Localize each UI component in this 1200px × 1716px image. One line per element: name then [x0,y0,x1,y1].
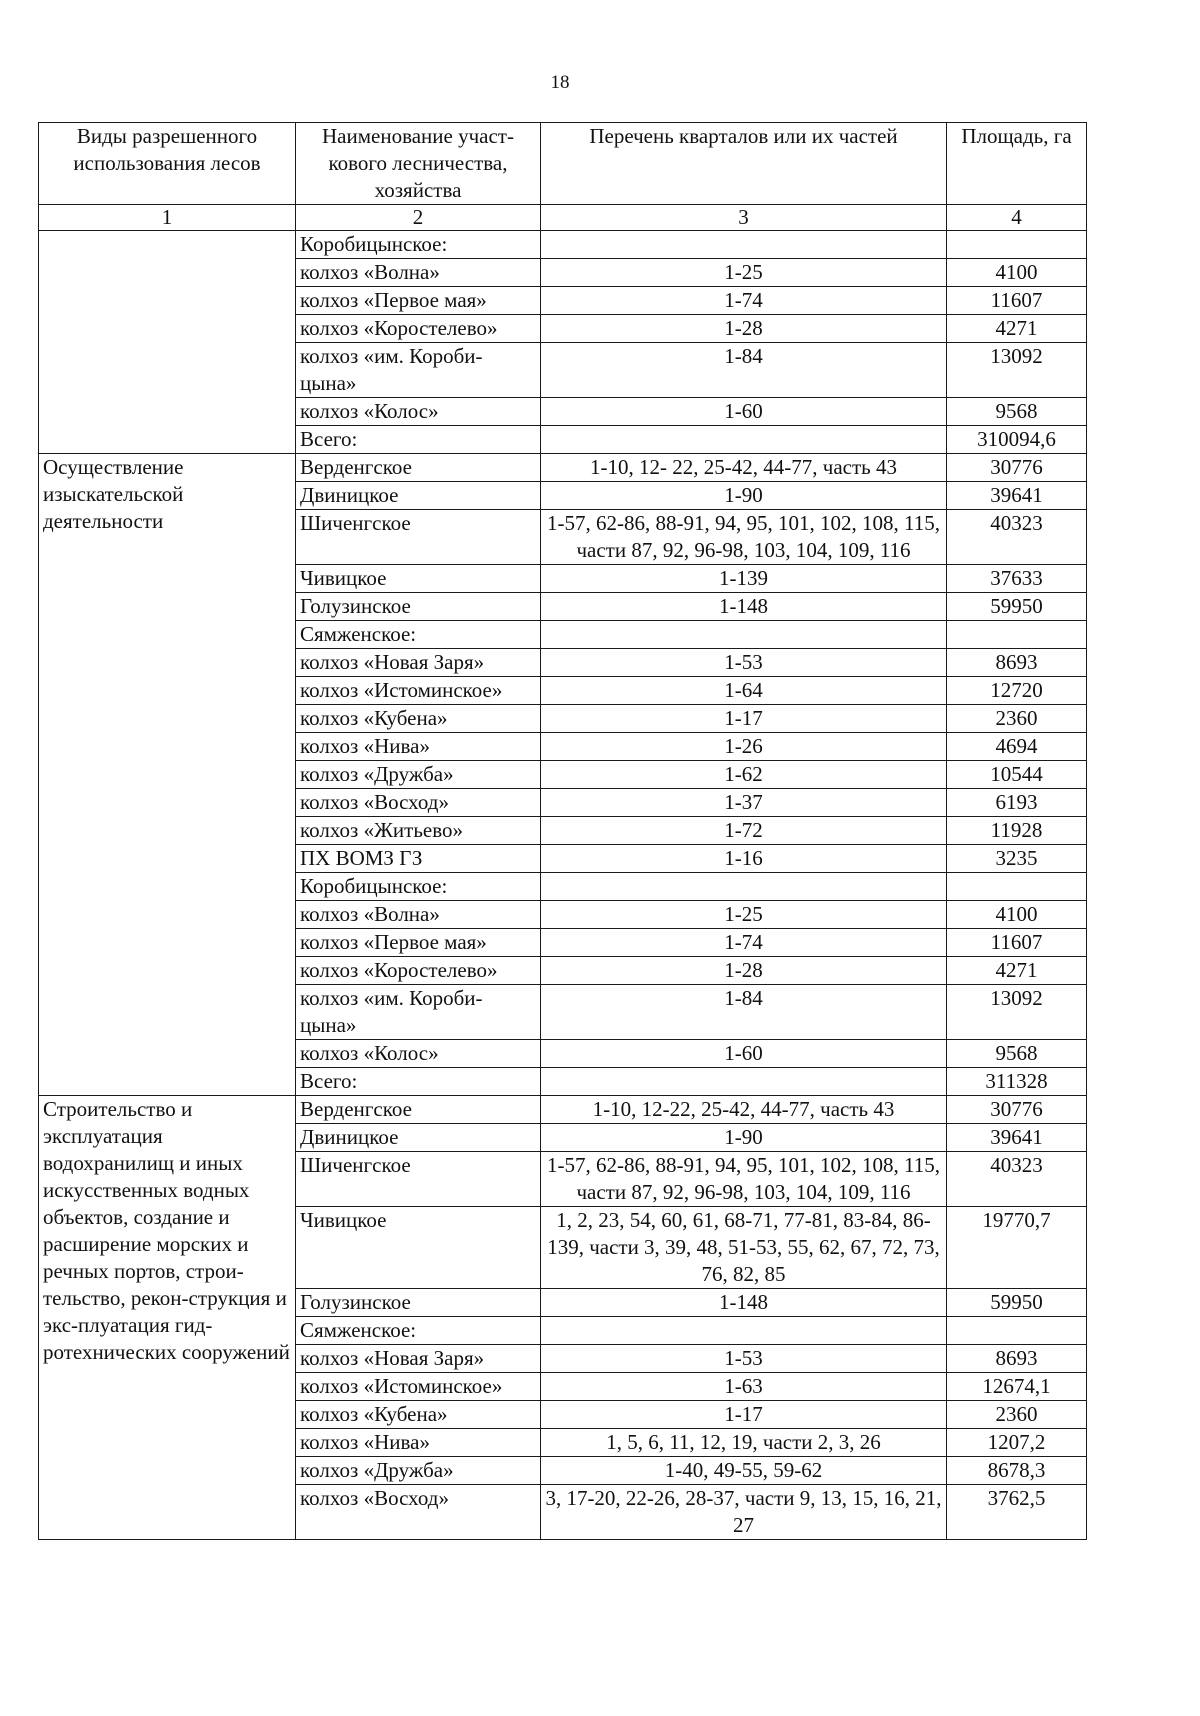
header-quarters-list: Перечень кварталов или их частей [541,123,947,205]
quarters-cell: 1-16 [541,845,947,873]
quarters-cell: 1-74 [541,287,947,315]
forestry-name-cell: колхоз «Волна» [296,259,541,287]
quarters-cell: 1-84 [541,985,947,1040]
forestry-name-cell: Сямженское: [296,621,541,649]
quarters-cell: 1-148 [541,1289,947,1317]
column-number: 1 [39,205,296,231]
forestry-name-cell: колхоз «Дружба» [296,761,541,789]
area-cell: 8693 [947,1345,1087,1373]
area-cell: 9568 [947,1040,1087,1068]
forestry-name-cell: Двиницкое [296,482,541,510]
area-cell: 13092 [947,985,1087,1040]
quarters-cell: 1-60 [541,1040,947,1068]
forestry-name-cell: колхоз «Коростелево» [296,957,541,985]
quarters-cell: 1-72 [541,817,947,845]
forestry-name-cell: колхоз «Истоминское» [296,1373,541,1401]
quarters-cell: 1-62 [541,761,947,789]
forestry-name-cell: Голузинское [296,593,541,621]
area-cell: 39641 [947,482,1087,510]
quarters-cell [541,1068,947,1096]
header-area: Площадь, га [947,123,1087,205]
area-cell: 12720 [947,677,1087,705]
quarters-cell: 1-90 [541,1124,947,1152]
area-cell: 12674,1 [947,1373,1087,1401]
area-cell: 6193 [947,789,1087,817]
area-cell: 13092 [947,343,1087,398]
forestry-name-cell: колхоз «Новая Заря» [296,649,541,677]
area-cell: 11928 [947,817,1087,845]
quarters-cell [541,873,947,901]
forestry-name-cell: колхоз «Истоминское» [296,677,541,705]
forestry-name-cell: ПХ ВОМЗ ГЗ [296,845,541,873]
forestry-name-cell: колхоз «Новая Заря» [296,1345,541,1373]
area-cell: 11607 [947,287,1087,315]
area-cell: 59950 [947,1289,1087,1317]
forestry-name-cell: Чивицкое [296,565,541,593]
quarters-cell: 1-37 [541,789,947,817]
area-cell: 3762,5 [947,1485,1087,1540]
quarters-cell [541,231,947,259]
forestry-name-cell: колхоз «Первое мая» [296,287,541,315]
area-cell: 1207,2 [947,1429,1087,1457]
forestry-name-cell: Коробицынское: [296,873,541,901]
quarters-cell: 1-10, 12- 22, 25-42, 44-77, часть 43 [541,454,947,482]
forestry-name-cell: Верденгское [296,1096,541,1124]
forestry-name-cell: колхоз «Восход» [296,789,541,817]
quarters-cell: 1-139 [541,565,947,593]
quarters-cell: 1-40, 49-55, 59-62 [541,1457,947,1485]
quarters-cell: 1-148 [541,593,947,621]
use-type-cell: Осуществление изыскательской деятельности [39,454,296,1096]
area-cell [947,231,1087,259]
area-cell: 311328 [947,1068,1087,1096]
area-cell: 2360 [947,1401,1087,1429]
forestry-name-cell: колхоз «Колос» [296,398,541,426]
forestry-name-cell: колхоз «Нива» [296,733,541,761]
quarters-cell: 1-57, 62-86, 88-91, 94, 95, 101, 102, 108, 115, части 87, 92, 96-98, 103, 104, 109, 116 [541,1152,947,1207]
area-cell: 11607 [947,929,1087,957]
quarters-cell: 1-28 [541,957,947,985]
forestry-name-cell: колхоз «Кубена» [296,1401,541,1429]
forestry-name-cell: Чивицкое [296,1207,541,1289]
quarters-cell [541,1317,947,1345]
quarters-cell: 1-10, 12-22, 25-42, 44-77, часть 43 [541,1096,947,1124]
column-number: 3 [541,205,947,231]
area-cell: 59950 [947,593,1087,621]
column-number-row [39,205,1087,231]
forestry-name-cell: колхоз «им. Короби-цына» [296,343,541,398]
table-row [39,231,1087,259]
quarters-cell: 1-60 [541,398,947,426]
quarters-cell: 1-74 [541,929,947,957]
forestry-name-cell: Коробицынское: [296,231,541,259]
area-cell [947,621,1087,649]
forestry-name-cell: колхоз «Житьево» [296,817,541,845]
area-cell [947,1317,1087,1345]
forestry-name-cell: колхоз «Колос» [296,1040,541,1068]
forestry-name-cell: Всего: [296,1068,541,1096]
area-cell: 4271 [947,315,1087,343]
quarters-cell: 1-53 [541,1345,947,1373]
area-cell: 37633 [947,565,1087,593]
quarters-cell: 1-17 [541,1401,947,1429]
quarters-cell [541,426,947,454]
area-cell: 4100 [947,901,1087,929]
area-cell: 19770,7 [947,1207,1087,1289]
area-cell: 9568 [947,398,1087,426]
area-cell: 40323 [947,510,1087,565]
header-forestry-name: Наименование участ-кового лесничества, хозяйства [296,123,541,205]
area-cell: 2360 [947,705,1087,733]
area-cell: 10544 [947,761,1087,789]
area-cell: 39641 [947,1124,1087,1152]
forestry-name-cell: Всего: [296,426,541,454]
forestry-name-cell: Верденгское [296,454,541,482]
quarters-cell: 1-28 [541,315,947,343]
quarters-cell: 1-64 [541,677,947,705]
table-header-row [39,123,1087,205]
area-cell: 8693 [947,649,1087,677]
quarters-cell: 1-57, 62-86, 88-91, 94, 95, 101, 102, 108, 115, части 87, 92, 96-98, 103, 104, 109, 116 [541,510,947,565]
area-cell: 30776 [947,1096,1087,1124]
column-number: 4 [947,205,1087,231]
forest-use-table [38,122,1087,1540]
quarters-cell: 1-63 [541,1373,947,1401]
forestry-name-cell: колхоз «Нива» [296,1429,541,1457]
quarters-cell: 1-17 [541,705,947,733]
quarters-cell: 1-26 [541,733,947,761]
quarters-cell: 1-53 [541,649,947,677]
header-use-type: Виды разрешенного использования лесов [39,123,296,205]
forestry-name-cell: колхоз «Первое мая» [296,929,541,957]
forestry-name-cell: Сямженское: [296,1317,541,1345]
area-cell: 3235 [947,845,1087,873]
use-type-cell [39,231,296,454]
area-cell: 30776 [947,454,1087,482]
use-type-cell: Строительство и эксплуатация водохранилищ и иных искусственных водных объектов, создание и расширение морских и речных портов, строи-тельство, рекон-струкция и экс-плуатация гид-ротехнических сооружений [39,1096,296,1540]
page-number: 18 [550,72,570,93]
quarters-cell: 1, 5, 6, 11, 12, 19, части 2, 3, 26 [541,1429,947,1457]
quarters-cell: 1, 2, 23, 54, 60, 61, 68-71, 77-81, 83-84, 86-139, части 3, 39, 48, 51-53, 55, 62, 67, 72, 73, 76, 82, 85 [541,1207,947,1289]
quarters-cell: 1-84 [541,343,947,398]
forestry-name-cell: Голузинское [296,1289,541,1317]
forestry-name-cell: Шиченгское [296,510,541,565]
area-cell: 4694 [947,733,1087,761]
quarters-cell: 3, 17-20, 22-26, 28-37, части 9, 13, 15, 16, 21, 27 [541,1485,947,1540]
area-cell: 40323 [947,1152,1087,1207]
table-body [39,231,1087,1540]
forestry-name-cell: колхоз «Дружба» [296,1457,541,1485]
forestry-name-cell: колхоз «им. Короби-цына» [296,985,541,1040]
quarters-cell [541,621,947,649]
forestry-name-cell: колхоз «Коростелево» [296,315,541,343]
area-cell: 8678,3 [947,1457,1087,1485]
quarters-cell: 1-90 [541,482,947,510]
forestry-name-cell: колхоз «Кубена» [296,705,541,733]
area-cell: 310094,6 [947,426,1087,454]
forestry-name-cell: колхоз «Восход» [296,1485,541,1540]
table-row [39,454,1087,482]
column-number: 2 [296,205,541,231]
forestry-name-cell: Шиченгское [296,1152,541,1207]
forestry-name-cell: Двиницкое [296,1124,541,1152]
area-cell: 4271 [947,957,1087,985]
area-cell: 4100 [947,259,1087,287]
quarters-cell: 1-25 [541,259,947,287]
forestry-name-cell: колхоз «Волна» [296,901,541,929]
area-cell [947,873,1087,901]
table-row [39,1096,1087,1124]
quarters-cell: 1-25 [541,901,947,929]
